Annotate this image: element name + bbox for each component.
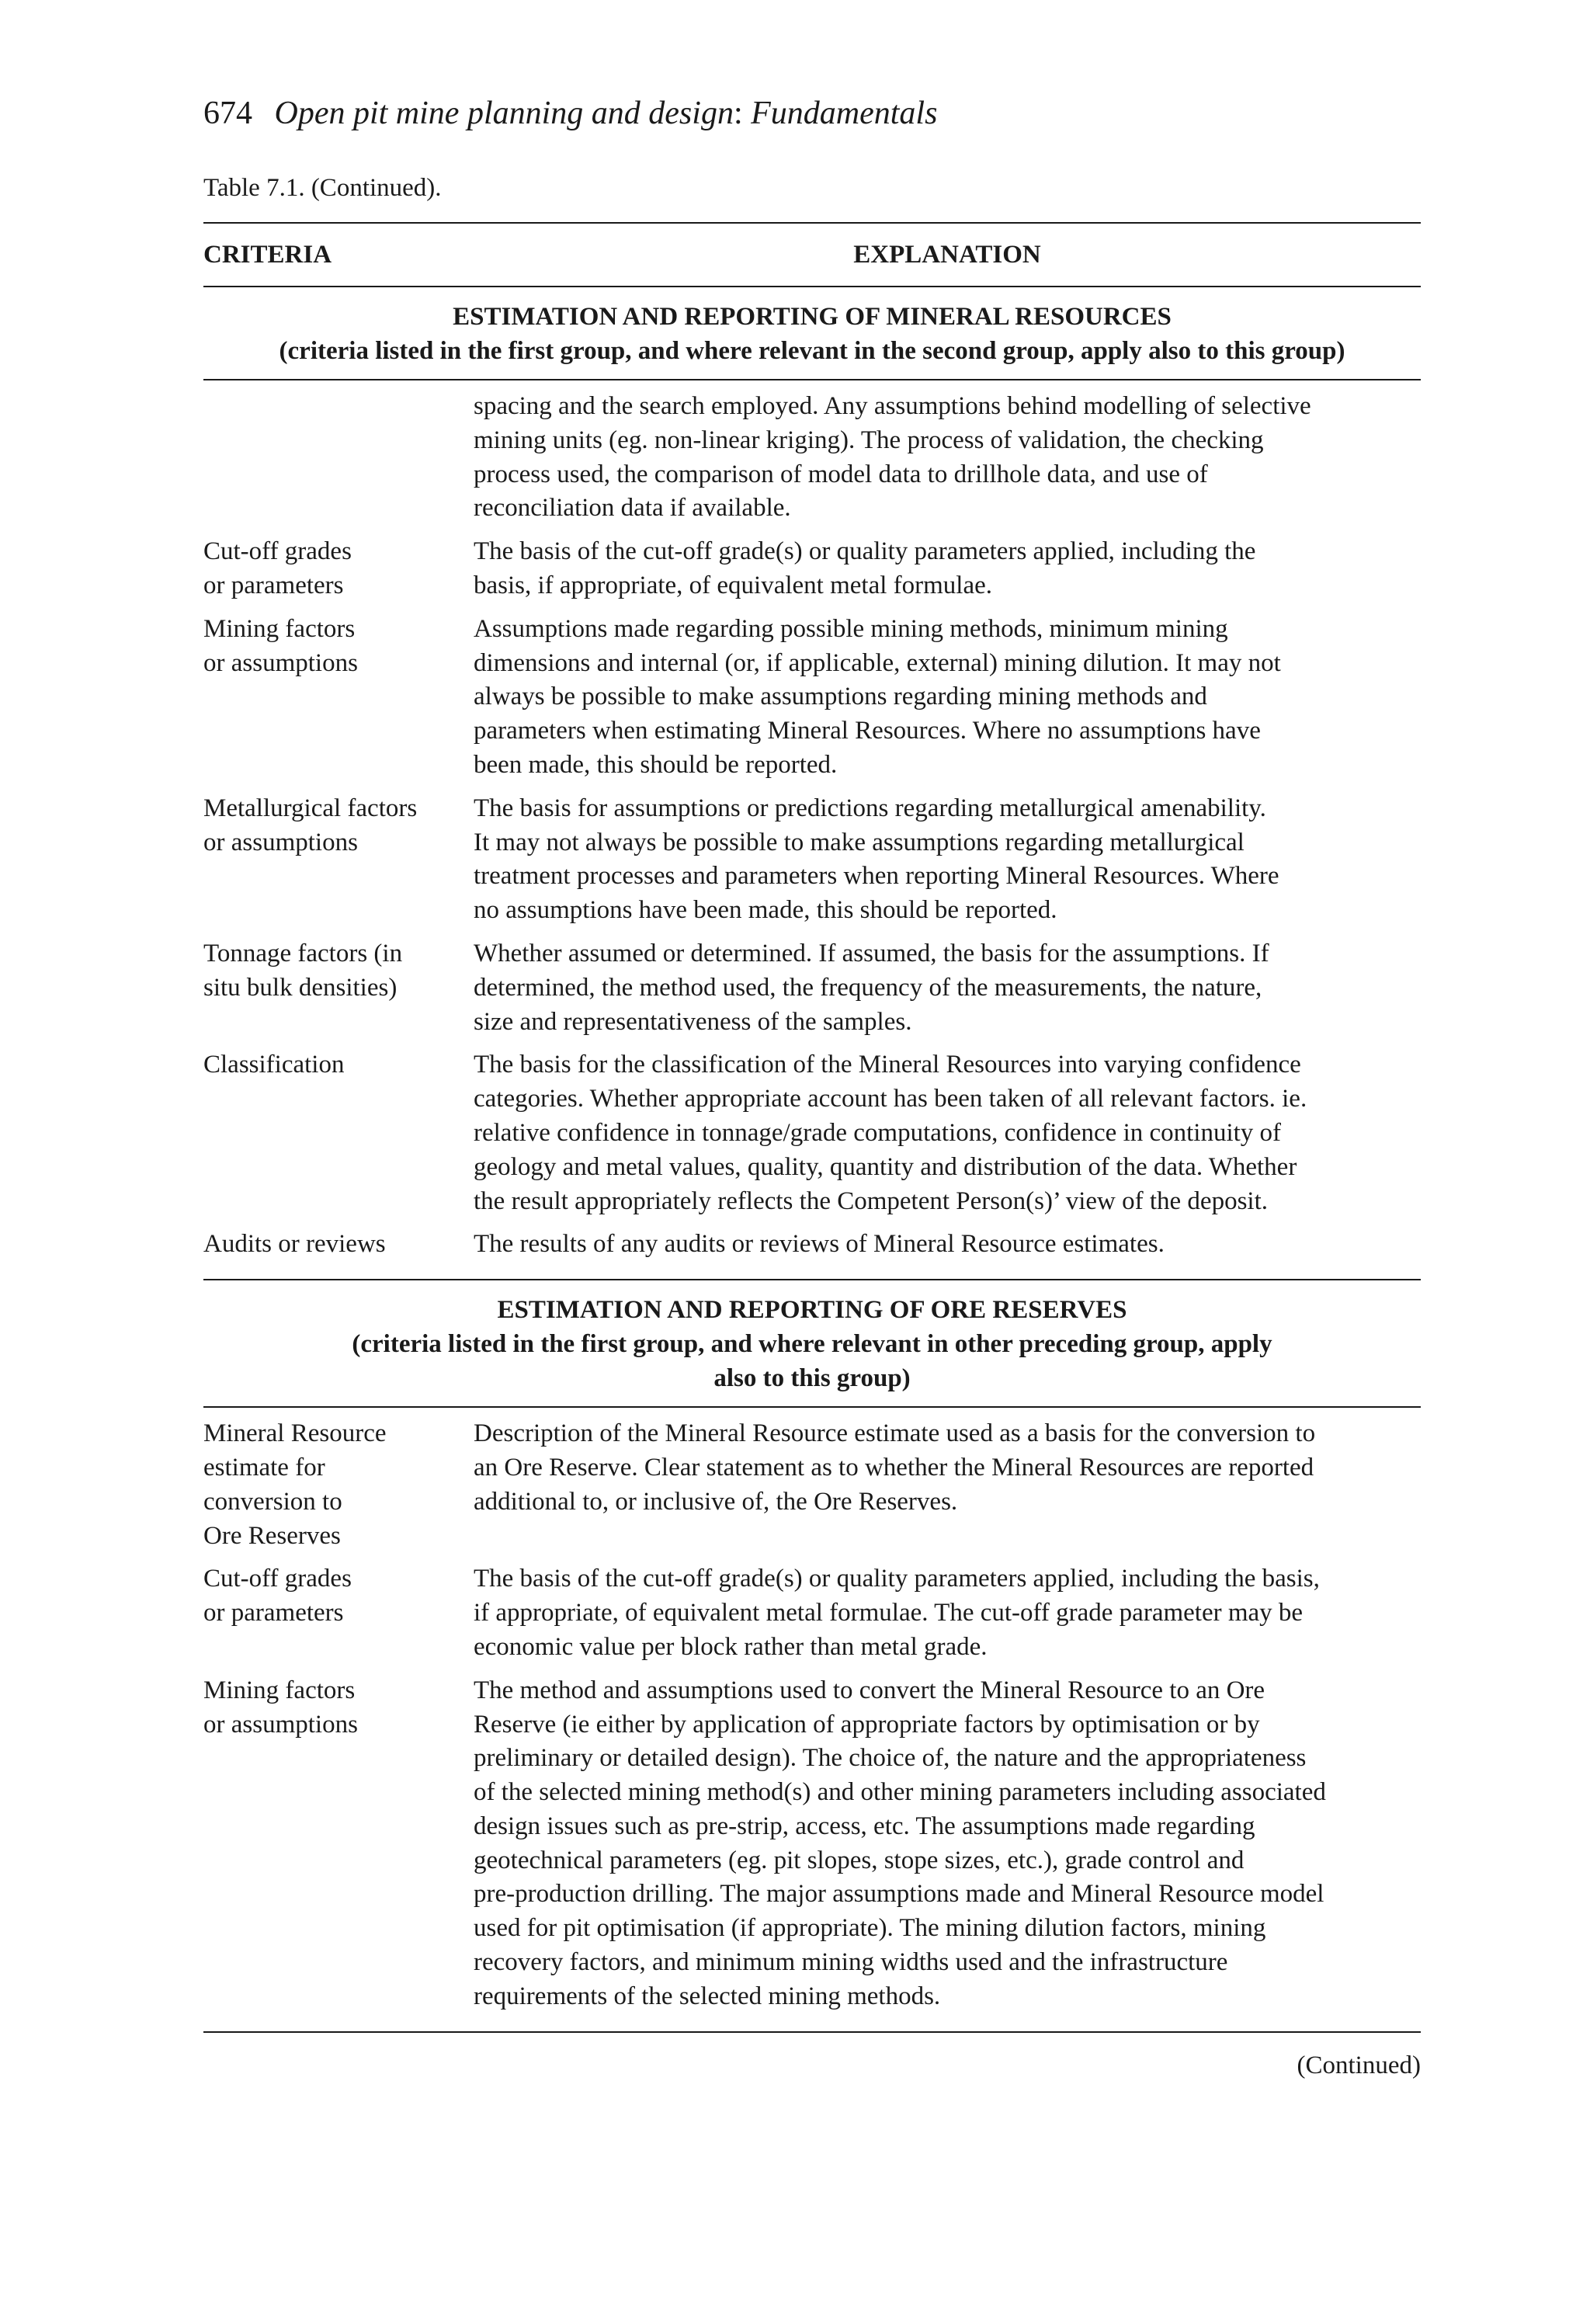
- explanation-line: Reserve (ie either by application of appropriate factors by optimisation or by: [474, 1710, 1260, 1739]
- explanation-line: always be possible to make assumptions regarding mining methods and: [474, 683, 1207, 711]
- explanation-line: size and representativeness of the samples.: [474, 1007, 912, 1036]
- table-caption: Table 7.1. (Continued).: [203, 174, 442, 202]
- section-heading-line: ESTIMATION AND REPORTING OF MINERAL RESOURCES: [453, 303, 1172, 331]
- criteria-line: or parameters: [203, 571, 344, 599]
- table-row: [203, 535, 1421, 603]
- explanation-line: an Ore Reserve. Clear statement as to whether the Mineral Resources are reported: [474, 1453, 1314, 1482]
- section-heading-line: (criteria listed in the first group, and where relevant in the second group, apply also to this group): [279, 337, 1345, 365]
- explanation-line: economic value per block rather than metal grade.: [474, 1632, 988, 1661]
- table-row: [203, 1562, 1421, 1664]
- criteria-line: or assumptions: [203, 1710, 358, 1739]
- page: [203, 92, 1421, 2081]
- explanation-line: the result appropriately reflects the Competent Person(s)’ view of the deposit.: [474, 1186, 1268, 1215]
- explanation-line: additional to, or inclusive of, the Ore Reserves.: [474, 1487, 958, 1516]
- criteria-line: Cut-off grades: [203, 1565, 352, 1593]
- explanation-line: The basis of the cut-off grade(s) or quality parameters applied, including the basis,: [474, 1565, 1320, 1593]
- book-title: Open pit mine planning and design: [274, 96, 734, 131]
- criteria-line: or assumptions: [203, 648, 358, 677]
- table-row: [203, 1228, 1421, 1262]
- criteria-cell: [203, 1228, 474, 1262]
- criteria-line: Cut-off grades: [203, 537, 352, 566]
- explanation-line: of the selected mining method(s) and other mining parameters including associated: [474, 1778, 1326, 1807]
- explanation-line: reconciliation data if available.: [474, 494, 791, 523]
- explanation-line: spacing and the search employed. Any assumptions behind modelling of selective: [474, 392, 1311, 420]
- explanation-line: categories. Whether appropriate account has been taken of all relevant factors. ie.: [474, 1085, 1307, 1113]
- criteria-line: estimate for: [203, 1453, 325, 1482]
- criteria-cell: [203, 1674, 474, 2014]
- criteria-line: or parameters: [203, 1599, 344, 1627]
- criteria-line: Audits or reviews: [203, 1230, 386, 1259]
- explanation-cell: [474, 937, 1421, 1039]
- explanation-line: process used, the comparison of model data to drillhole data, and use of: [474, 460, 1208, 488]
- book-subtitle: Fundamentals: [751, 96, 938, 131]
- section-rows: [203, 1408, 1421, 2031]
- explanation-line: recovery factors, and minimum mining widths used and the infrastructure: [474, 1948, 1228, 1977]
- explanation-line: dimensions and internal (or, if applicable, external) mining dilution. It may not: [474, 648, 1281, 677]
- explanation-cell: [474, 1417, 1421, 1553]
- section-end-rule: [203, 2031, 1421, 2033]
- criteria-cell: [203, 1048, 474, 1218]
- explanation-line: geotechnical parameters (eg. pit slopes, stope sizes, etc.), grade control and: [474, 1846, 1245, 1874]
- criteria-line: Mining factors: [203, 614, 356, 643]
- criteria-line: conversion to: [203, 1487, 342, 1516]
- explanation-line: pre-production drilling. The major assumptions made and Mineral Resource model: [474, 1880, 1324, 1909]
- explanation-line: basis, if appropriate, of equivalent metal formulae.: [474, 571, 993, 599]
- explanation-cell: [474, 1674, 1421, 2014]
- continued-label: (Continued): [1297, 2051, 1421, 2079]
- explanation-line: determined, the method used, the frequency of the measurements, the nature,: [474, 973, 1262, 1002]
- table-row: [203, 613, 1421, 783]
- criteria-line: Metallurgical factors: [203, 794, 418, 822]
- title-colon: :: [733, 96, 743, 131]
- explanation-line: treatment processes and parameters when reporting Mineral Resources. Where: [474, 862, 1279, 891]
- explanation-line: used for pit optimisation (if appropriate). The mining dilution factors, mining: [474, 1914, 1266, 1943]
- criteria-cell: [203, 937, 474, 1039]
- criteria-cell: [203, 613, 474, 783]
- explanation-line: Assumptions made regarding possible mining methods, minimum mining: [474, 614, 1228, 643]
- criteria-cell: [203, 1417, 474, 1553]
- explanation-line: Description of the Mineral Resource estimate used as a basis for the conversion to: [474, 1419, 1316, 1448]
- explanation-line: requirements of the selected mining methods.: [474, 1982, 941, 2010]
- column-header-row: [203, 224, 1421, 286]
- explanation-line: geology and metal values, quality, quantity and distribution of the data. Whether: [474, 1152, 1297, 1181]
- table-row: [203, 937, 1421, 1039]
- explanation-line: The basis for the classification of the Mineral Resources into varying confidence: [474, 1051, 1301, 1079]
- table-row: [203, 1417, 1421, 1553]
- section-heading-line: also to this group): [713, 1364, 911, 1393]
- criteria-line: Classification: [203, 1051, 345, 1079]
- section-heading: [203, 287, 1421, 379]
- explanation-line: been made, this should be reported.: [474, 750, 838, 779]
- criteria-line: situ bulk densities): [203, 973, 398, 1002]
- explanation-cell: [474, 1562, 1421, 1664]
- page-number: 674: [203, 96, 252, 131]
- section-heading-line: ESTIMATION AND REPORTING OF ORE RESERVES: [497, 1296, 1127, 1325]
- explanation-cell: [474, 1228, 1421, 1262]
- table-body: [203, 287, 1421, 2033]
- criteria-line: Ore Reserves: [203, 1521, 341, 1550]
- criteria-line: Tonnage factors (in: [203, 939, 403, 967]
- criteria-cell: [203, 535, 474, 603]
- explanation-line: It may not always be possible to make assumptions regarding metallurgical: [474, 828, 1245, 856]
- criteria-line: Mining factors: [203, 1676, 356, 1704]
- explanation-line: The basis for assumptions or predictions regarding metallurgical amenability.: [474, 794, 1266, 822]
- table-row: [203, 1048, 1421, 1218]
- running-head: [203, 92, 1421, 135]
- criteria-cell: [203, 390, 474, 526]
- explanation-line: no assumptions have been made, this should be reported.: [474, 896, 1057, 925]
- explanation-line: The method and assumptions used to convert the Mineral Resource to an Ore: [474, 1676, 1265, 1704]
- section-rows: [203, 380, 1421, 1279]
- explanation-cell: [474, 792, 1421, 928]
- explanation-cell: [474, 535, 1421, 603]
- table-row: [203, 390, 1421, 526]
- column-header-explanation: EXPLANATION: [853, 241, 1041, 269]
- explanation-line: design issues such as pre-strip, access, etc. The assumptions made regarding: [474, 1812, 1255, 1840]
- section-heading-line: (criteria listed in the first group, and where relevant in other preceding group, apply: [352, 1330, 1272, 1359]
- criteria-cell: [203, 1562, 474, 1664]
- explanation-line: relative confidence in tonnage/grade computations, confidence in continuity of: [474, 1118, 1282, 1147]
- explanation-line: if appropriate, of equivalent metal formulae. The cut-off grade parameter may be: [474, 1599, 1304, 1627]
- criteria-cell: [203, 792, 474, 928]
- explanation-cell: [474, 390, 1421, 526]
- criteria-line: or assumptions: [203, 828, 358, 856]
- explanation-line: Whether assumed or determined. If assumed, the basis for the assumptions. If: [474, 939, 1269, 967]
- table-row: [203, 792, 1421, 928]
- explanation-cell: [474, 613, 1421, 783]
- explanation-line: parameters when estimating Mineral Resources. Where no assumptions have: [474, 717, 1261, 745]
- explanation-line: The results of any audits or reviews of Mineral Resource estimates.: [474, 1230, 1165, 1259]
- column-header-criteria: CRITERIA: [203, 241, 332, 269]
- explanation-line: The basis of the cut-off grade(s) or quality parameters applied, including the: [474, 537, 1256, 566]
- section-heading: [203, 1280, 1421, 1406]
- explanation-line: mining units (eg. non-linear kriging). The process of validation, the checking: [474, 426, 1264, 454]
- criteria-line: Mineral Resource: [203, 1419, 387, 1448]
- table-row: [203, 1674, 1421, 2014]
- explanation-cell: [474, 1048, 1421, 1218]
- explanation-line: preliminary or detailed design). The choice of, the nature and the appropriateness: [474, 1744, 1307, 1773]
